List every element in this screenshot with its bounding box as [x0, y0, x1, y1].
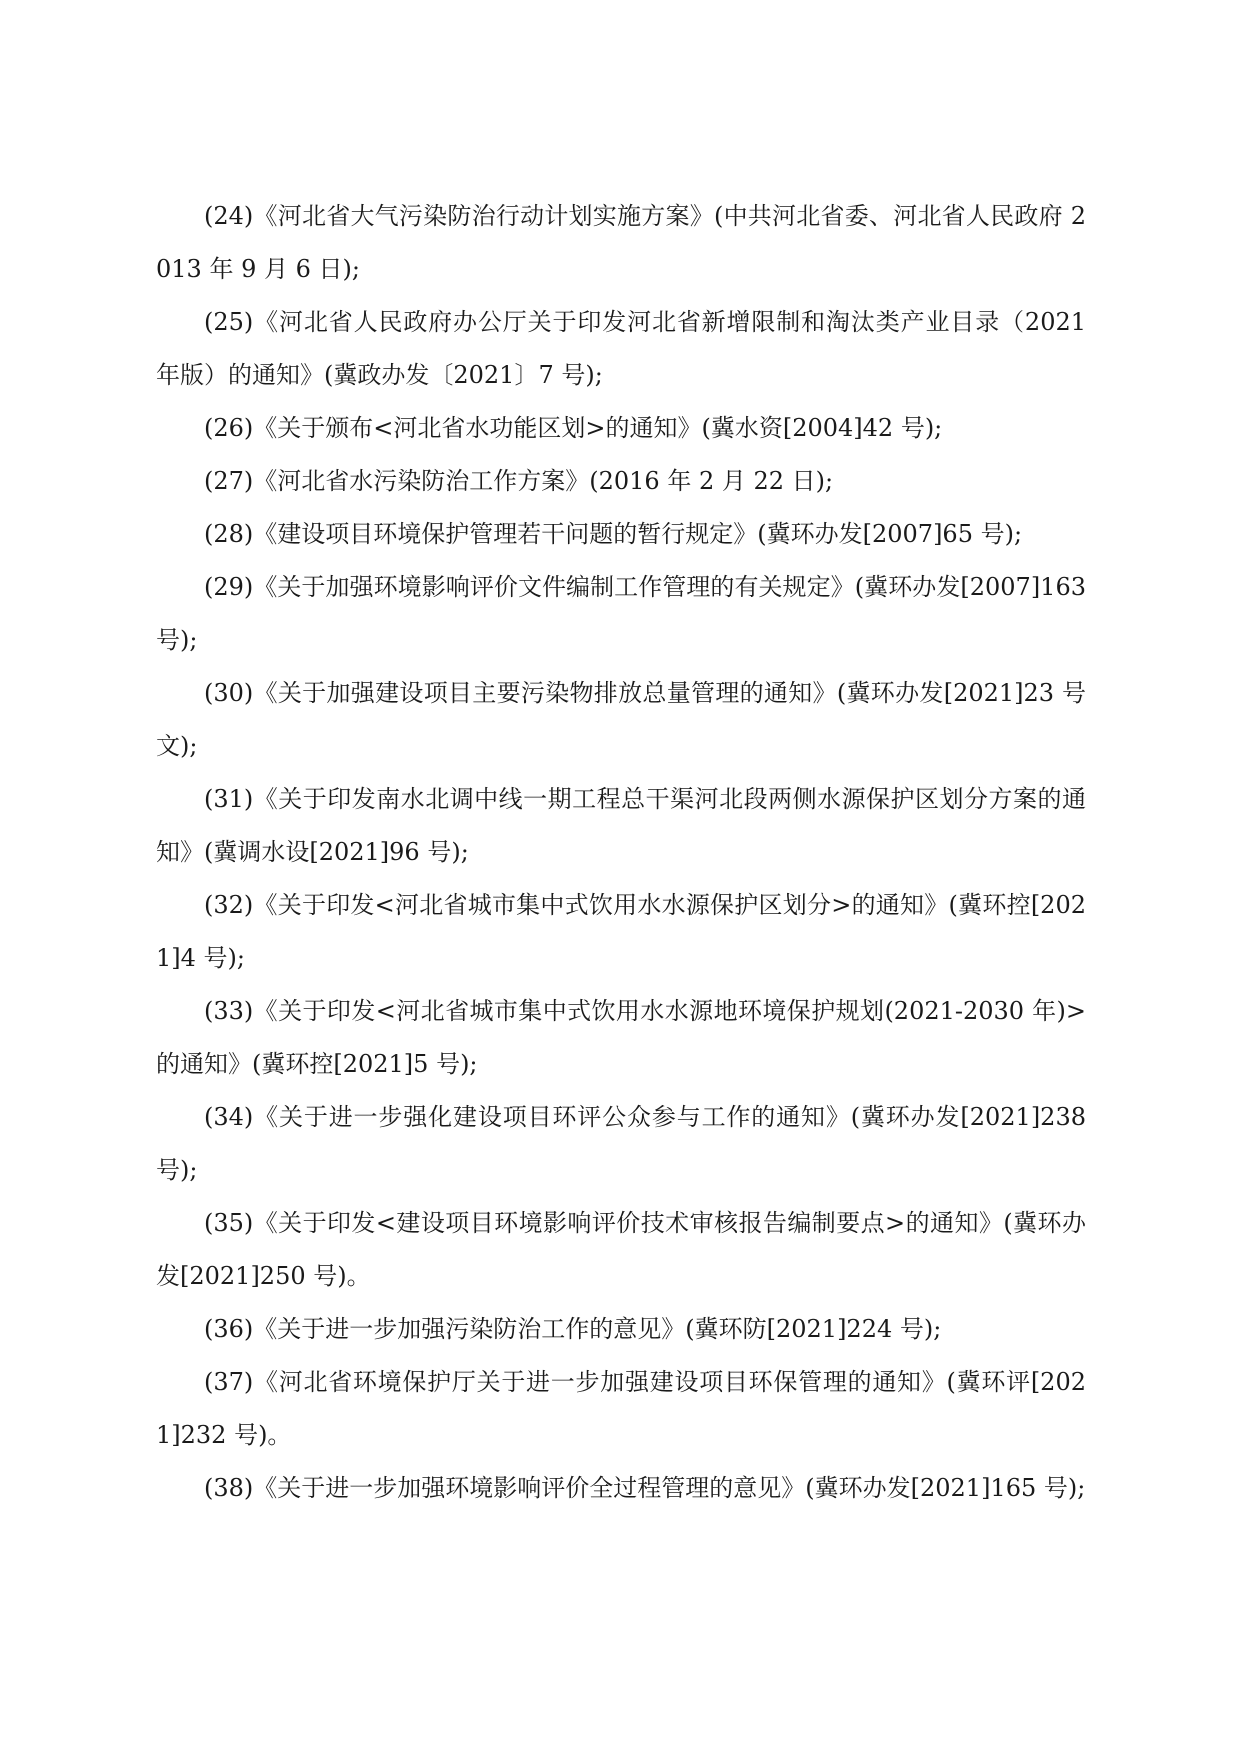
list-item: (38)《关于进一步加强环境影响评价全过程管理的意见》(冀环办发[2021]165 号); — [204, 1474, 1086, 1502]
list-item: (28)《建设项目环境保护管理若干问题的暂行规定》(冀环办发[2007]65 号); — [204, 520, 1023, 548]
regulation-list — [156, 190, 1086, 1515]
list-item: (36)《关于进一步加强污染防治工作的意见》(冀环防[2021]224 号); — [204, 1315, 942, 1343]
list-item: (35)《关于印发<建设项目环境影响评价技术审核报告编制要点>的通知》(冀环办发[2021]250 号)。 — [156, 1209, 1086, 1290]
list-item: (25)《河北省人民政府办公厅关于印发河北省新增限制和淘汰类产业目录（2021 年版）的通知》(冀政办发〔2021〕7 号); — [156, 308, 1086, 389]
list-item: (30)《关于加强建设项目主要污染物排放总量管理的通知》(冀环办发[2021]23 号文); — [156, 679, 1086, 760]
list-item: (29)《关于加强环境影响评价文件编制工作管理的有关规定》(冀环办发[2007]163 号); — [156, 573, 1086, 654]
list-item: (37)《河北省环境保护厅关于进一步加强建设项目环保管理的通知》(冀环评[2021]232 号)。 — [156, 1368, 1086, 1449]
list-item: (24)《河北省大气污染防治行动计划实施方案》(中共河北省委、河北省人民政府 2013 年 9 月 6 日); — [156, 202, 1086, 283]
list-item: (31)《关于印发南水北调中线一期工程总干渠河北段两侧水源保护区划分方案的通知》(冀调水设[2021]96 号); — [156, 785, 1086, 866]
list-item: (32)《关于印发<河北省城市集中式饮用水水源保护区划分>的通知》(冀环控[2021]4 号); — [156, 891, 1086, 972]
list-item: (27)《河北省水污染防治工作方案》(2016 年 2 月 22 日); — [204, 467, 834, 495]
list-item: (33)《关于印发<河北省城市集中式饮用水水源地环境保护规划(2021-2030 年)>的通知》(冀环控[2021]5 号); — [156, 997, 1086, 1078]
list-item: (26)《关于颁布<河北省水功能区划>的通知》(冀水资[2004]42 号); — [204, 414, 943, 442]
list-item: (34)《关于进一步强化建设项目环评公众参与工作的通知》(冀环办发[2021]238 号); — [156, 1103, 1086, 1184]
